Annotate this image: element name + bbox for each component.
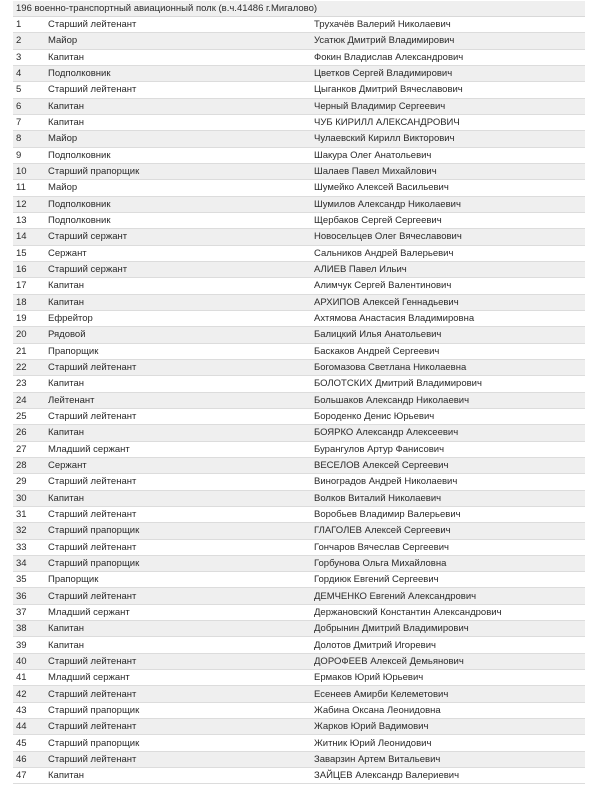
row-rank: Младший сержант [48, 606, 130, 618]
row-full-name: Долотов Дмитрий Игоревич [314, 639, 436, 651]
row-number: 44 [16, 721, 27, 733]
row-number: 38 [16, 623, 27, 635]
row-full-name: Виноградов Андрей Николаевич [314, 476, 458, 488]
row-full-name: Горбунова Ольга Михайловна [314, 557, 447, 569]
table-row [13, 735, 585, 751]
table-row [13, 409, 585, 425]
table-row [13, 523, 585, 539]
row-rank: Капитан [48, 280, 85, 292]
table-row [13, 246, 585, 262]
row-number: 30 [16, 492, 27, 504]
row-number: 46 [16, 753, 27, 765]
table-row [13, 229, 585, 245]
row-full-name: Баскаков Андрей Сергеевич [314, 345, 440, 357]
row-full-name: Цветков Сергей Владимирович [314, 68, 453, 80]
row-full-name: Ахтямова Анастасия Владимировна [314, 313, 475, 325]
table-row [13, 621, 585, 637]
row-number: 34 [16, 557, 27, 569]
row-full-name: Волков Виталий Николаевич [314, 492, 442, 504]
row-rank: Старший лейтенант [48, 655, 137, 667]
row-rank: Старший лейтенант [48, 688, 137, 700]
row-number: 47 [16, 770, 27, 782]
row-rank: Старший прапорщик [48, 737, 140, 749]
row-rank: Капитан [48, 296, 85, 308]
row-number: 23 [16, 378, 27, 390]
table-row [13, 197, 585, 213]
row-number: 37 [16, 606, 27, 618]
row-number: 27 [16, 443, 27, 455]
table-row [13, 311, 585, 327]
row-number: 36 [16, 590, 27, 602]
row-number: 22 [16, 362, 27, 374]
row-number: 6 [16, 100, 22, 112]
row-number: 39 [16, 639, 27, 651]
table-row [13, 393, 585, 409]
row-full-name: Заварзин Артем Витальевич [314, 753, 441, 765]
row-number: 26 [16, 427, 27, 439]
row-full-name: Житник Юрий Леонидович [314, 737, 432, 749]
row-number: 42 [16, 688, 27, 700]
row-full-name: Усатюк Дмитрий Владимирович [314, 35, 455, 47]
row-number: 8 [16, 133, 22, 145]
row-rank: Старший сержант [48, 264, 128, 276]
row-rank: Рядовой [48, 329, 86, 341]
row-full-name: Шумилов Александр Николаевич [314, 198, 461, 210]
row-full-name: Алимчук Сергей Валентинович [314, 280, 452, 292]
table-row [13, 164, 585, 180]
row-full-name: Жарков Юрий Вадимович [314, 721, 429, 733]
row-full-name: АРХИПОВ Алексей Геннадьевич [314, 296, 459, 308]
row-full-name: ЗАЙЦЕВ Александр Валериевич [314, 770, 460, 782]
table-row [13, 670, 585, 686]
row-number: 17 [16, 280, 27, 292]
table-row [13, 50, 585, 66]
row-full-name: ЧУБ КИРИЛЛ АЛЕКСАНДРОВИЧ [314, 117, 460, 129]
row-rank: Ефрейтор [48, 313, 93, 325]
table-row [13, 66, 585, 82]
row-rank: Сержант [48, 460, 87, 472]
table-row [13, 556, 585, 572]
row-full-name: Щербаков Сергей Сергеевич [314, 215, 442, 227]
row-number: 4 [16, 68, 22, 80]
table-row [13, 605, 585, 621]
row-number: 45 [16, 737, 27, 749]
row-number: 19 [16, 313, 27, 325]
row-full-name: Воробьев Владимир Валерьевич [314, 509, 461, 520]
row-number: 35 [16, 574, 27, 586]
row-number: 9 [16, 149, 22, 161]
row-rank: Старший лейтенант [48, 411, 137, 423]
table-body [13, 17, 585, 784]
table-row [13, 295, 585, 311]
row-full-name: ДЕМЧЕНКО Евгений Александрович [314, 590, 477, 602]
table-title-row [13, 1, 585, 17]
table-row [13, 768, 585, 784]
row-rank: Старший лейтенант [48, 753, 137, 765]
row-number: 7 [16, 117, 22, 129]
row-full-name: Балицкий Илья Анатольевич [314, 329, 442, 341]
row-rank: Капитан [48, 427, 85, 439]
row-full-name: Ермаков Юрий Юрьевич [314, 672, 424, 684]
row-number: 33 [16, 541, 27, 553]
row-rank: Подполковник [48, 68, 111, 80]
row-rank: Старший лейтенант [48, 362, 137, 374]
row-rank: Прапорщик [48, 345, 99, 357]
table-row [13, 654, 585, 670]
row-rank: Старший лейтенант [48, 509, 137, 520]
table-row [13, 99, 585, 115]
row-full-name: Бурангулов Артур Фанисович [314, 443, 445, 455]
row-full-name: Гончаров Вячеслав Сергеевич [314, 541, 449, 553]
row-rank: Старший прапорщик [48, 557, 140, 569]
row-rank: Старший лейтенант [48, 721, 137, 733]
row-rank: Младший сержант [48, 443, 130, 455]
row-rank: Капитан [48, 639, 85, 651]
table-row [13, 278, 585, 294]
row-rank: Лейтенант [48, 394, 95, 406]
row-full-name: БОЯРКО Александр Алексеевич [314, 427, 459, 439]
table-row [13, 752, 585, 768]
row-number: 10 [16, 166, 27, 178]
row-number: 28 [16, 460, 27, 472]
table-row [13, 507, 585, 523]
row-rank: Старший лейтенант [48, 541, 137, 553]
row-rank: Прапорщик [48, 574, 99, 586]
row-rank: Капитан [48, 378, 85, 390]
row-full-name: Есенеев Амирби Келеметович [314, 688, 449, 700]
table-row [13, 180, 585, 196]
table-row [13, 327, 585, 343]
row-rank: Старший лейтенант [48, 19, 137, 31]
row-full-name: Гордиюк Евгений Сергеевич [314, 574, 439, 586]
table-row [13, 115, 585, 131]
row-full-name: ГЛАГОЛЕВ Алексей Сергеевич [314, 525, 451, 537]
personnel-table [13, 1, 585, 784]
row-full-name: Бороденко Денис Юрьевич [314, 411, 435, 423]
table-row [13, 131, 585, 147]
row-rank: Капитан [48, 770, 85, 782]
table-row [13, 376, 585, 392]
row-number: 11 [16, 182, 26, 194]
row-rank: Младший сержант [48, 672, 130, 684]
table-row [13, 588, 585, 604]
row-full-name: Держановский Константин Александрович [314, 606, 502, 618]
table-row [13, 82, 585, 98]
row-number: 21 [16, 345, 27, 357]
row-full-name: БОЛОТСКИХ Дмитрий Владимирович [314, 378, 482, 390]
row-number: 18 [16, 296, 27, 308]
row-full-name: Богомазова Светлана Николаевна [314, 362, 467, 374]
row-rank: Старший прапорщик [48, 704, 140, 716]
row-number: 25 [16, 411, 27, 423]
row-rank: Старший прапорщик [48, 166, 140, 178]
row-full-name: Добрынин Дмитрий Владимирович [314, 623, 469, 635]
row-number: 29 [16, 476, 27, 488]
table-row [13, 425, 585, 441]
row-number: 40 [16, 655, 27, 667]
row-full-name: ВЕСЕЛОВ Алексей Сергеевич [314, 460, 449, 472]
table-row [13, 686, 585, 702]
row-rank: Старший сержант [48, 231, 128, 243]
row-rank: Старший лейтенант [48, 84, 137, 96]
row-full-name: Шумейко Алексей Васильевич [314, 182, 449, 194]
row-full-name: Жабина Оксана Леонидовна [314, 704, 441, 716]
row-number: 15 [16, 247, 27, 259]
row-number: 1 [16, 19, 22, 31]
row-rank: Майор [48, 182, 78, 194]
row-number: 32 [16, 525, 27, 537]
row-full-name: Сальников Андрей Валерьевич [314, 247, 454, 259]
row-full-name: Шалаев Павел Михайлович [314, 166, 437, 178]
row-full-name: ДОРОФЕЕВ Алексей Демьянович [314, 655, 464, 667]
row-rank: Старший лейтенант [48, 476, 137, 488]
row-rank: Старший прапорщик [48, 525, 140, 537]
row-number: 3 [16, 51, 22, 63]
table-row [13, 458, 585, 474]
row-full-name: Цыганков Дмитрий Вячеславович [314, 84, 463, 96]
table-row [13, 572, 585, 588]
row-full-name: Чулаевский Кирилл Викторович [314, 133, 455, 145]
table-row [13, 491, 585, 507]
row-rank: Сержант [48, 247, 87, 259]
table-row [13, 344, 585, 360]
row-number: 31 [16, 509, 27, 520]
row-rank: Майор [48, 35, 78, 47]
table-title: 196 военно-транспортный авиационный полк (в.ч.41486 г.Мигалово) [16, 3, 318, 14]
row-number: 14 [16, 231, 27, 243]
row-number: 2 [16, 35, 22, 47]
table-row [13, 442, 585, 458]
row-rank: Капитан [48, 623, 85, 635]
row-number: 43 [16, 704, 27, 716]
row-full-name: Фокин Владислав Александрович [314, 51, 464, 63]
row-rank: Подполковник [48, 215, 111, 227]
table-row [13, 540, 585, 556]
row-number: 20 [16, 329, 27, 341]
table-row [13, 474, 585, 490]
row-number: 12 [16, 198, 27, 210]
table-row [13, 148, 585, 164]
row-number: 13 [16, 215, 27, 227]
row-full-name: Шакура Олег Анатольевич [314, 149, 432, 161]
table-row [13, 262, 585, 278]
row-number: 5 [16, 84, 22, 96]
row-rank: Капитан [48, 117, 85, 129]
table-row [13, 17, 585, 33]
row-full-name: Трухачёв Валерий Николаевич [314, 19, 451, 31]
table-row [13, 703, 585, 719]
row-full-name: Большаков Александр Николаевич [314, 394, 470, 406]
table-row [13, 33, 585, 49]
table-row [13, 637, 585, 653]
row-rank: Старший лейтенант [48, 590, 137, 602]
row-number: 41 [16, 672, 27, 684]
row-number: 16 [16, 264, 27, 276]
row-rank: Подполковник [48, 149, 111, 161]
row-rank: Капитан [48, 492, 85, 504]
table-row [13, 360, 585, 376]
row-rank: Майор [48, 133, 78, 145]
table-row [13, 719, 585, 735]
row-rank: Капитан [48, 51, 85, 63]
row-full-name: Черный Владимир Сергеевич [314, 100, 446, 112]
row-number: 24 [16, 394, 27, 406]
row-rank: Капитан [48, 100, 85, 112]
table-row [13, 213, 585, 229]
row-full-name: Новосельцев Олег Вячеславович [314, 231, 462, 243]
row-full-name: АЛИЕВ Павел Ильич [314, 264, 407, 276]
row-rank: Подполковник [48, 198, 111, 210]
